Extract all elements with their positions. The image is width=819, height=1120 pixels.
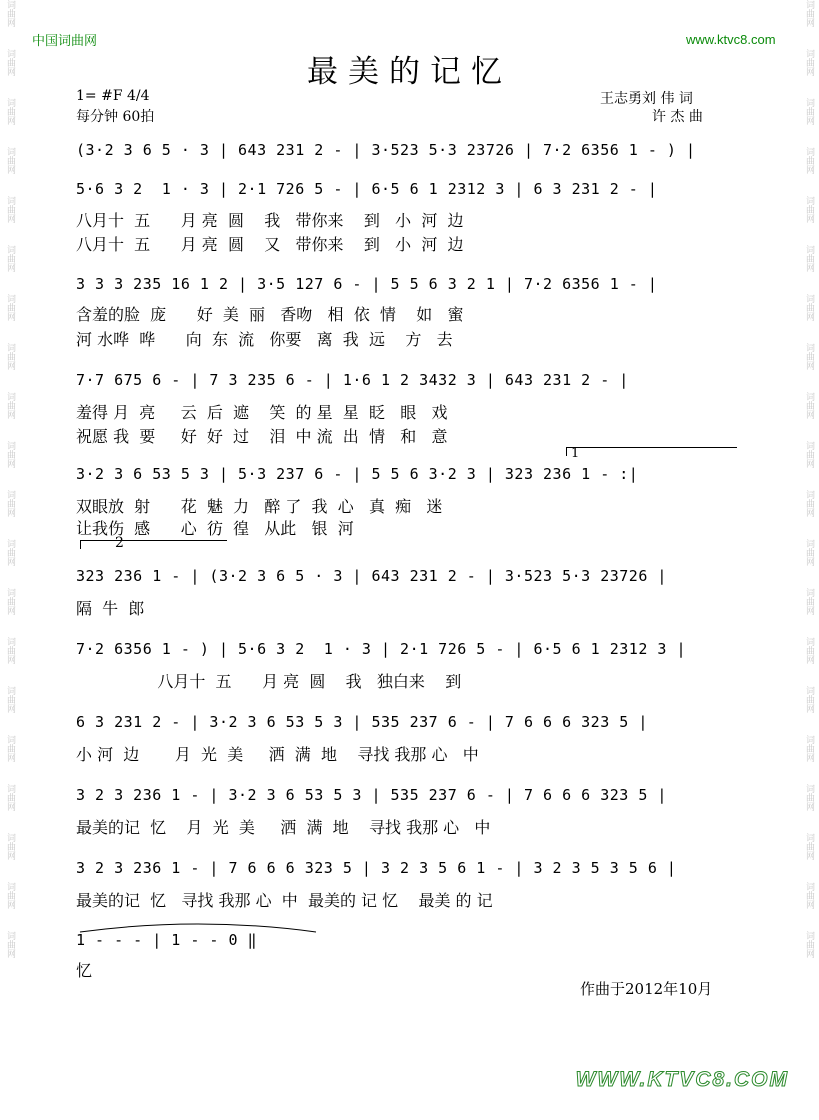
notation-line: 3 2 3 236 1 - | 3·2 3 6 53 5 3 | 535 237 6 - | 7 6 6 6 323 5 | (76, 786, 667, 804)
volta-number: 1 (571, 446, 580, 461)
notation-line: 5·6 3 2 1 · 3 | 2·1 726 5 - | 6·5 6 1 2312 3 | 6 3 231 2 - | (76, 180, 658, 198)
volta-bracket-2 (80, 535, 227, 551)
volta-bracket-1 (566, 446, 737, 461)
lyric-line: 最美的记 忆 寻找 我那 心 中 最美的 记 忆 最美 的 记 (76, 891, 493, 910)
notation-line: 7·2 6356 1 - ) | 5·6 3 2 1 · 3 | 2·1 726 5 - | 6·5 6 1 2312 3 | (76, 640, 686, 658)
lyric-line: 八月十 五 月 亮 圆 我 带你来 到 小 河 边 (76, 211, 464, 230)
lyric-line: 羞得 月 亮 云 后 遮 笑 的 星 星 眨 眼 戏 (76, 403, 448, 422)
lyric-line: 最美的记 忆 月 光 美 洒 满 地 寻找 我那 心 中 (76, 818, 491, 837)
lyric-line: 忆 (76, 961, 93, 980)
edge-watermark-left: 词曲网 词曲网 词曲网 词曲网 词曲网 词曲网 词曲网 词曲网 词曲网 词曲网 词曲网 词曲网 词曲网 词曲网 词曲网 词曲网 词曲网 词曲网 词曲网 词曲网 (5, 0, 15, 958)
lyric-line: 让我伤 感 心 彷 徨 从此 银 河 (76, 519, 354, 538)
lyric-line: 八月十 五 月 亮 圆 又 带你来 到 小 河 边 (76, 235, 464, 254)
composition-date: 作曲于2012年10月 (580, 980, 713, 998)
tempo: 每分钟 60拍 (76, 109, 155, 125)
key-signature: 1= #F 4/4 (76, 88, 150, 104)
site-name-left[interactable]: 中国词曲网 (32, 33, 98, 48)
notation-line: 7·7 675 6 - | 7 3 235 6 - | 1·6 1 2 3432 3 | 643 231 2 - | (76, 371, 629, 389)
site-url-right[interactable]: www.ktvc8.com (686, 32, 776, 47)
lyric-line: 河 水哗 哗 向 东 流 你要 离 我 远 方 去 (76, 330, 453, 349)
notation-line: 6 3 231 2 - | 3·2 3 6 53 5 3 | 535 237 6 - | 7 6 6 6 323 5 | (76, 713, 648, 731)
volta-number: 2 (115, 535, 124, 551)
notation-line: 323 236 1 - | (3·2 3 6 5 · 3 | 643 231 2 - | 3·523 5·3 23726 | (76, 567, 667, 585)
lyricist: 王志勇刘 伟 词 (600, 91, 693, 107)
notation-line: 3·2 3 6 53 5 3 | 5·3 237 6 - | 5 5 6 3·2 3 | 323 236 1 - :| (76, 465, 639, 483)
notation-line: 3 3 3 235 16 1 2 | 3·5 127 6 - | 5 5 6 3 2 1 | 7·2 6356 1 - | (76, 275, 658, 293)
lyric-line: 小 河 边 月 光 美 洒 满 地 寻找 我那 心 中 (76, 745, 479, 764)
lyric-line: 含羞的脸 庞 好 美 丽 香吻 相 依 情 如 蜜 (76, 305, 464, 324)
edge-watermark-right: 词曲网 词曲网 词曲网 词曲网 词曲网 词曲网 词曲网 词曲网 词曲网 词曲网 词曲网 词曲网 词曲网 词曲网 词曲网 词曲网 词曲网 词曲网 词曲网 词曲网 (804, 0, 814, 958)
lyric-line: 祝愿 我 要 好 好 过 泪 中 流 出 情 和 意 (76, 427, 448, 446)
site-logo[interactable]: WWW.KTVC8.COM (575, 1068, 789, 1091)
song-title: 最美的记忆 (307, 54, 512, 90)
notation-line: (3·2 3 6 5 · 3 | 643 231 2 - | 3·523 5·3 23726 | 7·2 6356 1 - ) | (76, 141, 696, 159)
lyric-line: 隔 牛 郎 (76, 599, 145, 618)
lyric-line: 双眼放 射 花 魅 力 醉 了 我 心 真 痴 迷 (76, 497, 443, 516)
composer: 许 杰 曲 (652, 109, 703, 125)
lyric-line: 八月十 五 月 亮 圆 我 独白来 到 (76, 672, 462, 691)
notation-line: 1 - - - | 1 - - 0 ‖ (76, 931, 258, 949)
notation-line: 3 2 3 236 1 - | 7 6 6 6 323 5 | 3 2 3 5 6 1 - | 3 2 3 5 3 5 6 | (76, 859, 677, 877)
